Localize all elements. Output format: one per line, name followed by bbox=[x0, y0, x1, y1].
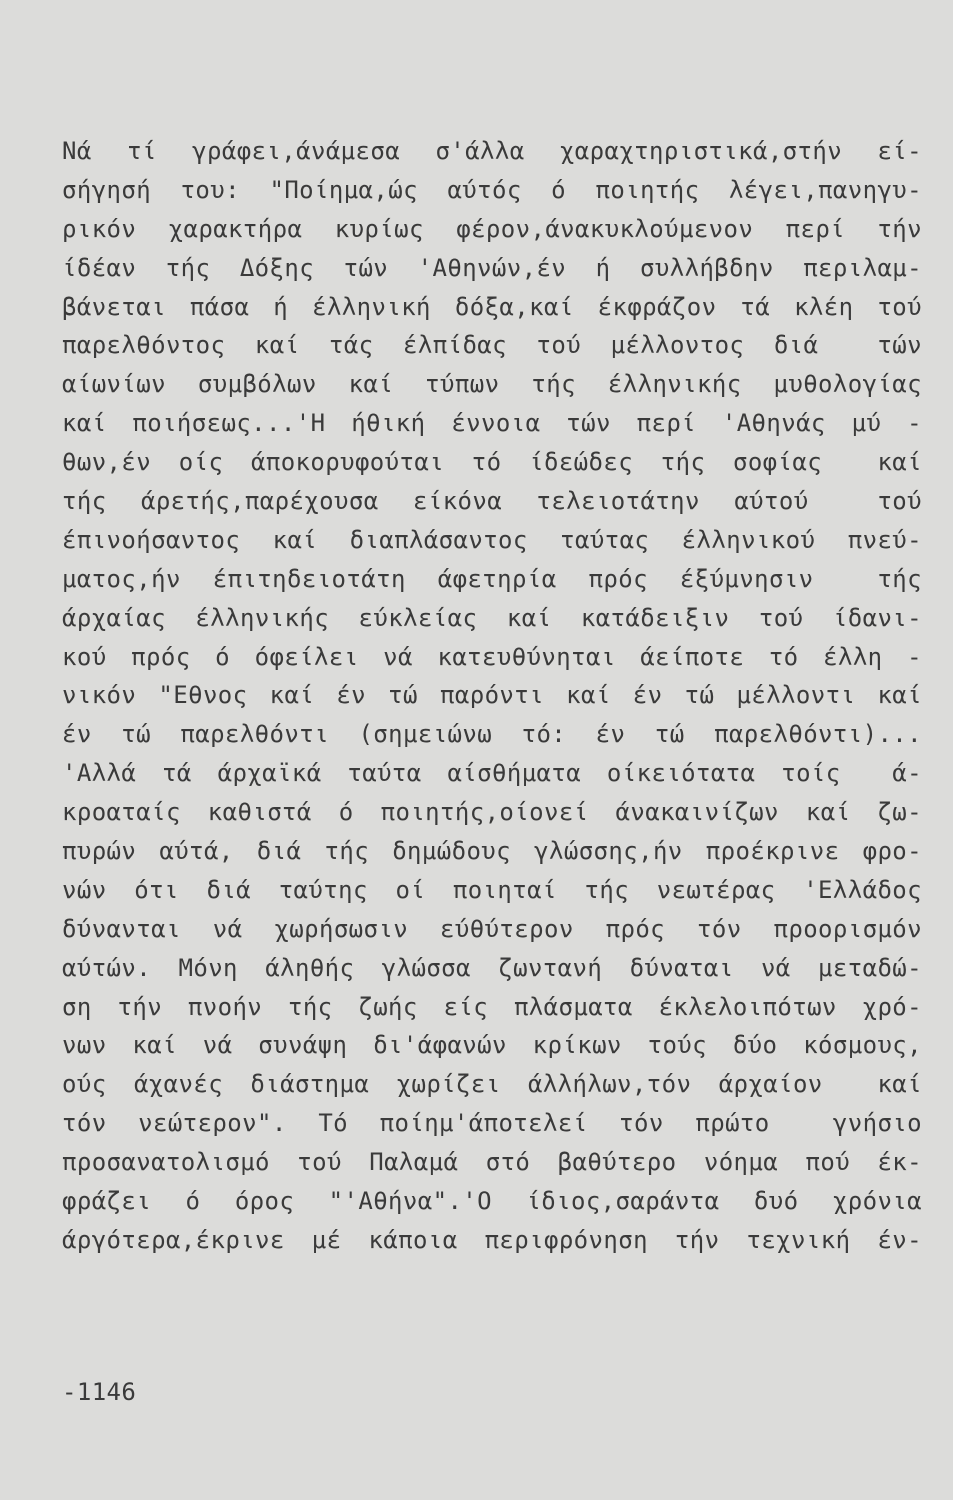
text-line: κροαταίς καθιστά ό ποιητής,οίονεί άνακαινίζων καί ζω- bbox=[62, 798, 922, 827]
text-line: νών ότι διά ταύτης οί ποιηταί τής νεωτέρας 'Ελλάδος bbox=[62, 875, 922, 904]
text-line: αίωνίων συμβόλων καί τύπων τής έλληνικής μυθολογίας bbox=[62, 370, 922, 399]
text-line: έν τώ παρελθόντι (σημειώνω τό: έν τώ παρελθόντι)... bbox=[62, 720, 922, 749]
text-line: ρικόν χαρακτήρα κυρίως φέρον,άνακυκλούμενον περί τήν bbox=[62, 214, 922, 243]
body-text bbox=[62, 132, 922, 1260]
text-line: έπινοήσαντος καί διαπλάσαντος ταύτας έλληνικού πνεύ- bbox=[62, 525, 922, 554]
text-line: ση τήν πνοήν τής ζωής είς πλάσματα έκλελοιπότων χρό- bbox=[62, 992, 922, 1021]
text-line: νικόν "Εθνος καί έν τώ παρόντι καί έν τώ μέλλοντι καί bbox=[62, 681, 922, 710]
text-line: άργότερα,έκρινε μέ κάποια περιφρόνηση τήν τεχνική έν- bbox=[62, 1225, 922, 1254]
text-line: παρελθόντος καί τάς έλπίδας τού μέλλοντος διά τών bbox=[62, 331, 922, 360]
text-line: δύνανται νά χωρήσωσιν εύθύτερον πρός τόν προορισμόν bbox=[62, 914, 922, 943]
text-line: πυρών αύτά, διά τής δημώδους γλώσσης,ήν προέκρινε φρο- bbox=[62, 837, 922, 866]
text-line: φράζει ό όρος "'Αθήνα".'Ο ίδιος,σαράντα δυό χρόνια bbox=[62, 1187, 922, 1216]
text-line: ούς άχανές διάστημα χωρίζει άλλήλων,τόν άρχαίον καί bbox=[62, 1070, 922, 1099]
text-line: θων,έν οίς άποκορυφούται τό ίδεώδες τής σοφίας καί bbox=[62, 448, 922, 477]
text-line: νων καί νά συνάψη δι'άφανών κρίκων τούς δύο κόσμους, bbox=[62, 1031, 922, 1060]
text-line: τόν νεώτερον". Τό ποίημ'άποτελεί τόν πρώτο γνήσιο bbox=[62, 1109, 922, 1138]
text-line: προσανατολισμό τού Παλαμά στό βαθύτερο νόημα πού έκ- bbox=[62, 1148, 922, 1177]
text-line: σήγησή του: "Ποίημα,ώς αύτός ό ποιητής λέγει,πανηγυ- bbox=[62, 175, 922, 204]
text-line: αύτών. Μόνη άληθής γλώσσα ζωντανή δύναται νά μεταδώ- bbox=[62, 953, 922, 982]
text-line: 'Αλλά τά άρχαϊκά ταύτα αίσθήματα οίκειότατα τοίς ά- bbox=[62, 759, 922, 788]
text-line: Νά τί γράφει,άνάμεσα σ'άλλα χαραχτηριστικά,στήν εί- bbox=[62, 137, 922, 165]
text-line: άρχαίας έλληνικής εύκλείας καί κατάδειξιν τού ίδανι- bbox=[62, 603, 922, 632]
page-number: -1146 bbox=[62, 1378, 137, 1406]
text-line: ματος,ήν έπιτηδειοτάτη άφετηρία πρός έξύμνησιν τής bbox=[62, 564, 922, 593]
text-line: ίδέαν τής Δόξης τών 'Αθηνών,έν ή συλλήβδην περιλαμ- bbox=[62, 253, 922, 282]
text-line: καί ποιήσεως...'Η ήθική έννοια τών περί 'Αθηνάς μύ - bbox=[62, 409, 922, 438]
text-line: βάνεται πάσα ή έλληνική δόξα,καί έκφράζον τά κλέη τού bbox=[62, 292, 922, 321]
text-line: τής άρετής,παρέχουσα είκόνα τελειοτάτην αύτού τού bbox=[62, 487, 922, 516]
text-line: κού πρός ό όφείλει νά κατευθύνηται άείποτε τό έλλη - bbox=[62, 642, 922, 671]
